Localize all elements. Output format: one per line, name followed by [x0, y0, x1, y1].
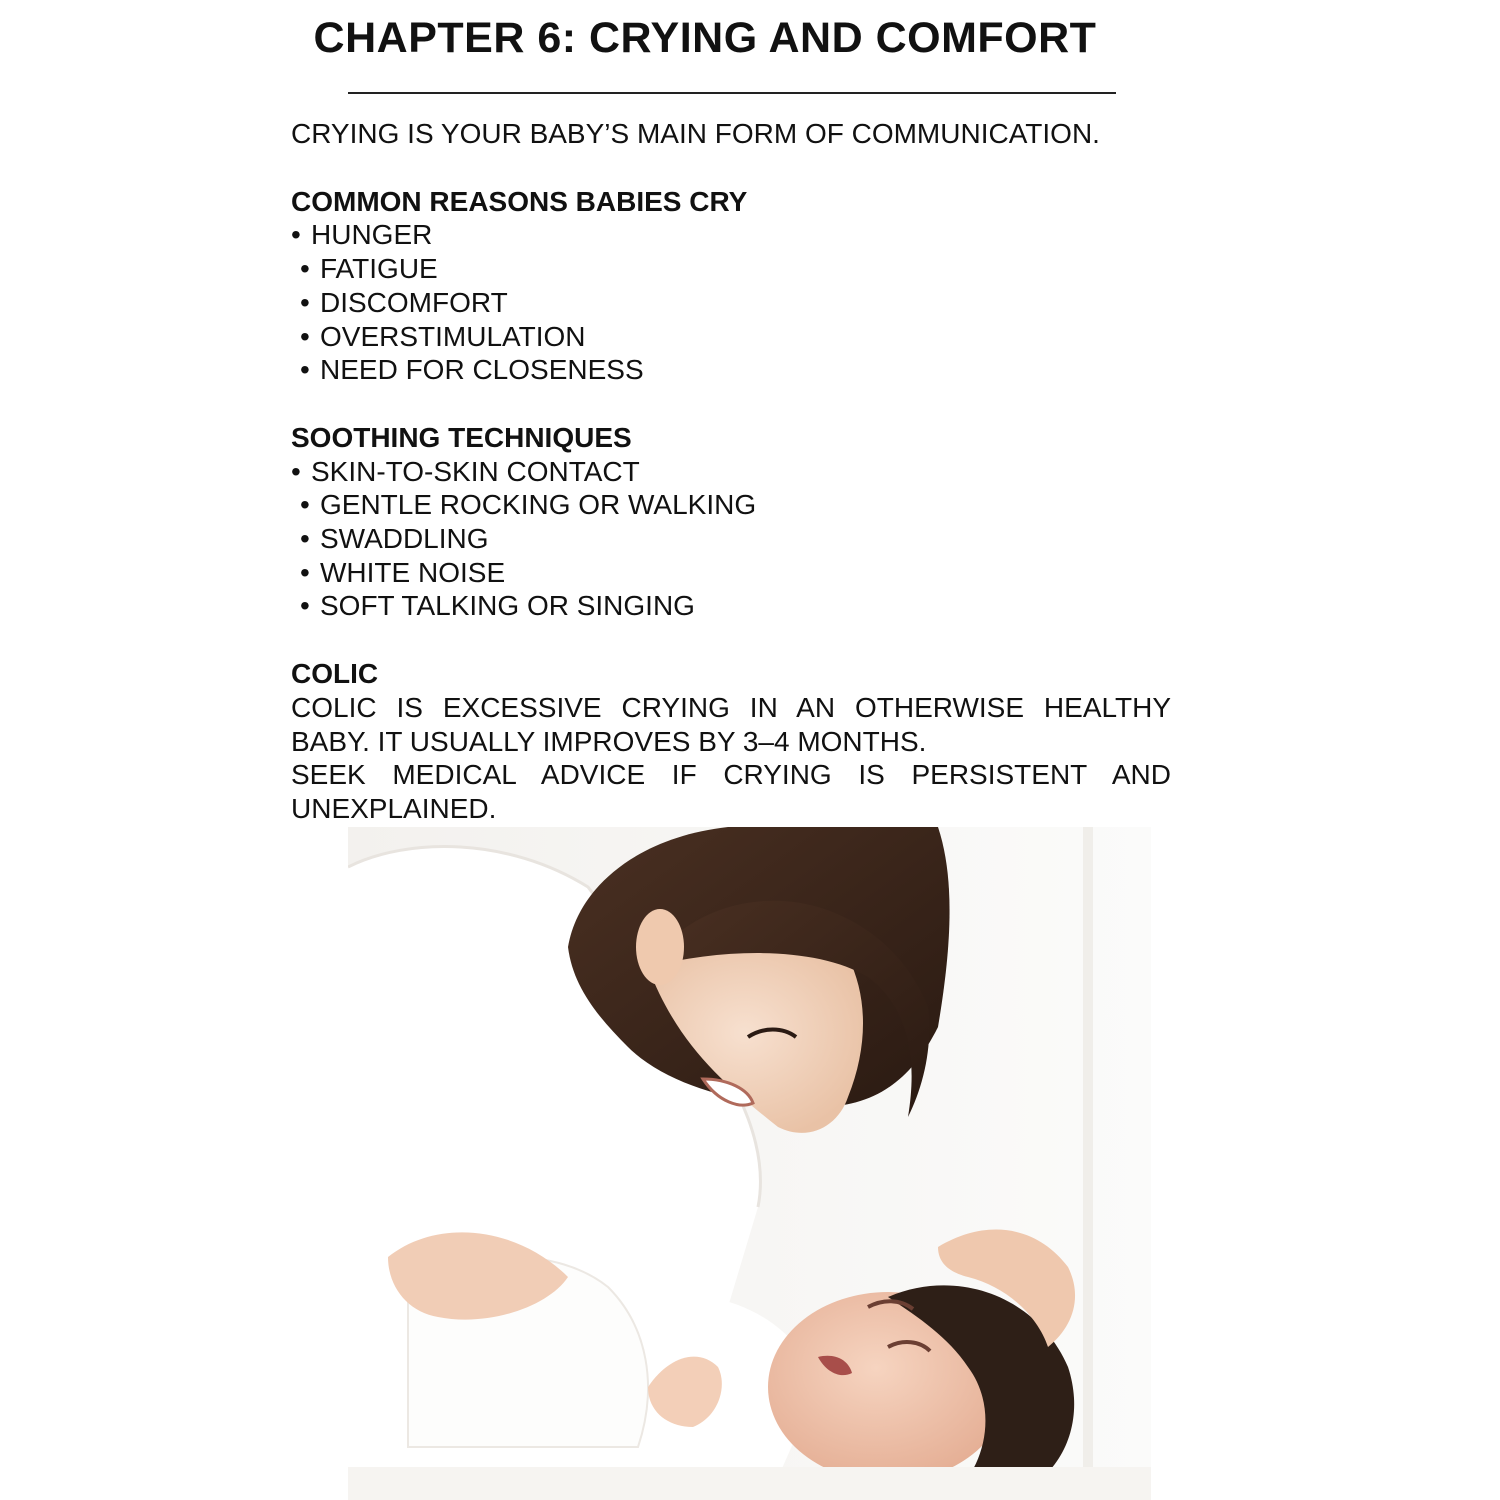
photo-illustration: [348, 827, 1151, 1500]
list-item-text: NEED FOR CLOSENESS: [320, 354, 644, 386]
colic-heading: COLIC: [291, 658, 379, 690]
bullet-icon: •: [300, 523, 310, 555]
list-item-text: WHITE NOISE: [320, 556, 506, 588]
mother-soothing-crying-baby-photo: [348, 827, 1151, 1500]
bullet-icon: •: [291, 455, 301, 487]
list-item: [291, 353, 1171, 387]
medical-advice-paragraph: SEEK MEDICAL ADVICE IF CRYING IS PERSISTENT AND UNEXPLAINED.: [291, 759, 1171, 824]
soothing-list: [291, 455, 1171, 624]
list-item-text: OVERSTIMULATION: [320, 320, 586, 352]
bullet-icon: •: [300, 489, 310, 521]
bullet-icon: •: [300, 556, 310, 588]
list-item: [291, 589, 1171, 623]
list-item-text: GENTLE ROCKING OR WALKING: [320, 489, 757, 521]
bullet-icon: •: [300, 590, 310, 622]
list-item-text: HUNGER: [311, 219, 433, 251]
colic-paragraph: COLIC IS EXCESSIVE CRYING IN AN OTHERWISE HEALTHY BABY. IT USUALLY IMPROVES BY 3–4 MONTHS.: [291, 691, 1171, 757]
list-item: [291, 320, 1171, 354]
bullet-icon: •: [300, 354, 310, 386]
chapter-content: [291, 117, 1171, 826]
intro-text: CRYING IS YOUR BABY’S MAIN FORM OF COMMUNICATION.: [291, 118, 1100, 149]
list-item: [291, 488, 1171, 522]
list-item-text: SOFT TALKING OR SINGING: [320, 590, 695, 622]
list-item: [291, 252, 1171, 286]
bullet-icon: •: [300, 320, 310, 352]
list-item-text: SWADDLING: [320, 523, 489, 555]
reasons-heading: COMMON REASONS BABIES CRY: [291, 185, 748, 217]
list-item: [291, 455, 1171, 489]
list-item: [291, 522, 1171, 556]
list-item: [291, 218, 1171, 252]
list-item: [291, 286, 1171, 320]
bullet-icon: •: [300, 253, 310, 285]
title-divider: [348, 92, 1116, 94]
soothing-heading: SOOTHING TECHNIQUES: [291, 421, 632, 453]
page-title: CHAPTER 6: CRYING AND COMFORT: [313, 14, 1097, 62]
list-item: [291, 556, 1171, 590]
list-item-text: SKIN-TO-SKIN CONTACT: [311, 455, 640, 487]
bullet-icon: •: [300, 286, 310, 318]
list-item-text: DISCOMFORT: [320, 286, 508, 318]
list-item-text: FATIGUE: [320, 253, 438, 285]
bullet-icon: •: [291, 219, 301, 251]
reasons-list: [291, 218, 1171, 387]
